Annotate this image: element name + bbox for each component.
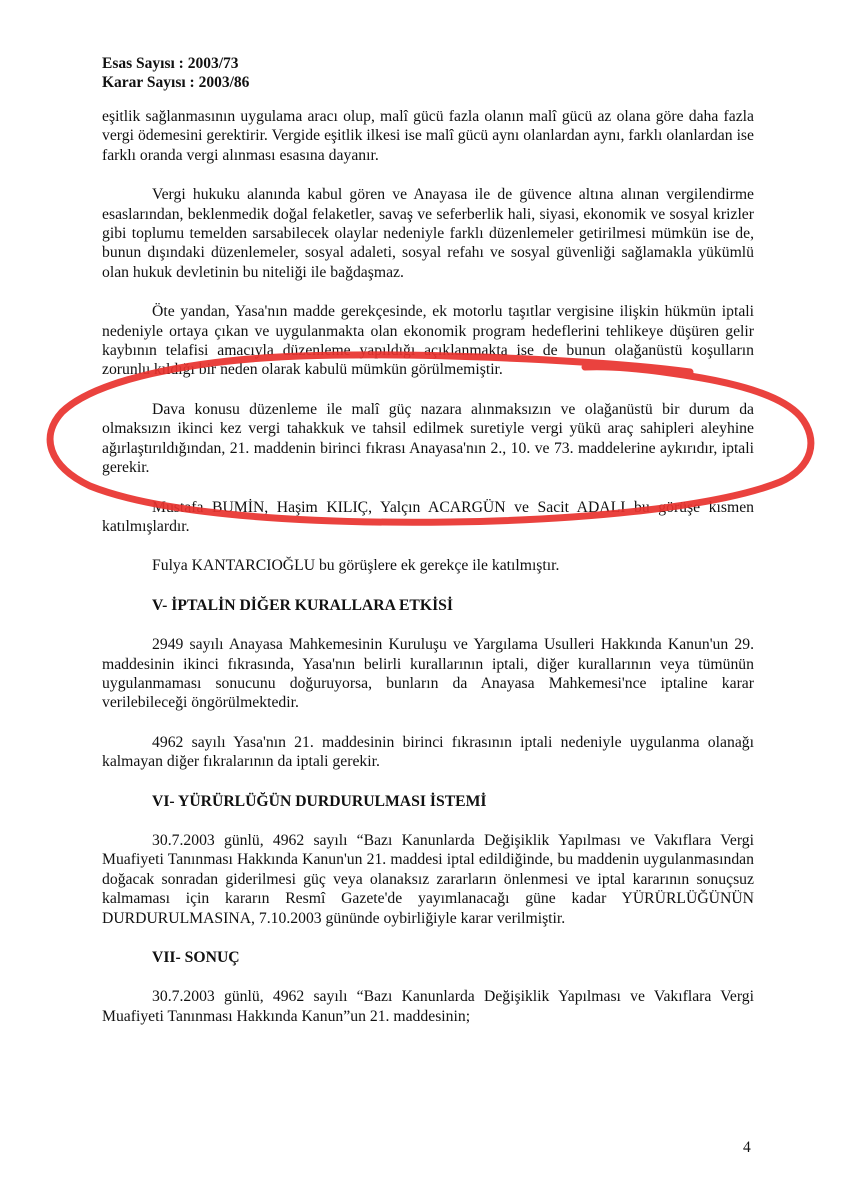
paragraph-2: Vergi hukuku alanında kabul gören ve Anayasa ile de güvence altına alınan vergilendirme esaslarından, beklenmedik doğal felaketler, savaş ve seferberlik hali, siyasi, ekonomik ve sosyal krizler gibi toplumu temelden sarsabilecek olaylar nedeniyle farklı düzenlemeler getirilmesi mümkün ise de, bunun dışındaki düzenlemeler, sosyal adaleti, sosyal refahı ve sosyal güvenliği sağlamakla yükümlü olan hukuk devletinin bu niteliği ile bağdaşmaz. xyxy=(102,186,754,281)
page-number: 4 xyxy=(743,1139,751,1156)
section-heading-vii: VII- SONUÇ xyxy=(152,949,240,966)
paragraph-5: Mustafa BUMİN, Haşim KILIÇ, Yalçın ACARGÜN ve Sacit ADALI bu görüşe kısmen katılmışlardır. xyxy=(102,498,754,535)
karar-sayisi: Karar Sayısı : 2003/86 xyxy=(102,74,250,91)
paragraph-3: Öte yandan, Yasa'nın madde gerekçesinde, ek motorlu taşıtlar vergisine ilişkin hükmün iptali nedeniyle ortaya çıkan ve uygulanmakta olan ekonomik program hedeflerini tehlikeye düşüren gelir kaybının telafisi amacıyla düzenleme yapıldığı açıklanmakta ise de bunun olağanüstü koşulların zorunlu kıldığı bir neden olarak kabulü mümkün görülmemiştir. xyxy=(102,303,754,379)
case-header xyxy=(102,54,249,92)
paragraph-9: 30.7.2003 günlü, 4962 sayılı “Bazı Kanunlarda Değişiklik Yapılması ve Vakıflara Vergi Muafiyeti Tanınması Hakkında Kanun'un 21. maddesi iptal edildiğinde, bu maddenin uygulanmasından doğacak sonradan giderilmesi güç veya olanaksız zararların önlenmesi ve iptal kararının sonuçsuz kalmaması için kararın Resmî Gazete'de yayımlanacağı güne kadar YÜRÜRLÜĞÜNÜN DURDURULMASINA, 7.10.2003 gününde oybirliğiyle karar verilmiştir. xyxy=(102,831,754,927)
esas-sayisi: Esas Sayısı : 2003/73 xyxy=(102,55,239,72)
paragraph-6: Fulya KANTARCIOĞLU bu görüşlere ek gerekçe ile katılmıştır. xyxy=(152,557,560,575)
document-body xyxy=(102,107,754,1046)
section-heading-vi: VI- YÜRÜRLÜĞÜN DURDURULMASI İSTEMİ xyxy=(152,792,487,810)
paragraph-10: 30.7.2003 günlü, 4962 sayılı “Bazı Kanunlarda Değişiklik Yapılması ve Vakıflara Vergi Muafiyeti Tanınması Hakkında Kanun”un 21. maddesinin; xyxy=(102,988,754,1025)
paragraph-1: eşitlik sağlanmasının uygulama aracı olup, malî gücü fazla olanın malî gücü az olana göre daha fazla vergi ödemesini gerektirir. Vergide eşitlik ilkesi ise malî gücü aynı olanlardan aynı, farklı olanlardan ise farklı oranda vergi alınması esasına dayanır. xyxy=(102,108,754,164)
paragraph-8: 4962 sayılı Yasa'nın 21. maddesinin birinci fıkrasının iptali nedeniyle uygulanma olanağı kalmayan diğer fıkralarının da iptali gerekir. xyxy=(102,733,754,771)
paragraph-4-highlighted: Dava konusu düzenleme ile malî güç nazara alınmaksızın ve olağanüstü bir durum da olmaksızın ikinci kez vergi tahakkuk ve tahsil edilmek suretiyle vergi yükü araç sahipleri aleyhine ağırlaştırıldığından, 21. maddenin birinci fıkrası Anayasa'nın 2., 10. ve 73. maddelerine aykırıdır, iptali gerekir. xyxy=(102,400,754,477)
section-heading-v: V- İPTALİN DİĞER KURALLARA ETKİSİ xyxy=(152,596,454,614)
paragraph-7: 2949 sayılı Anayasa Mahkemesinin Kuruluşu ve Yargılama Usulleri Hakkında Kanun'un 29. maddesinin ikinci fıkrasında, Yasa'nın belirli kurallarının iptali, diğer kurallarının veya tümünün uygulanmaması sonucunu doğuruyorsa, bunların da Anayasa Mahkemesi'nce iptaline karar verilebileceği öngörülmektedir. xyxy=(102,636,754,712)
